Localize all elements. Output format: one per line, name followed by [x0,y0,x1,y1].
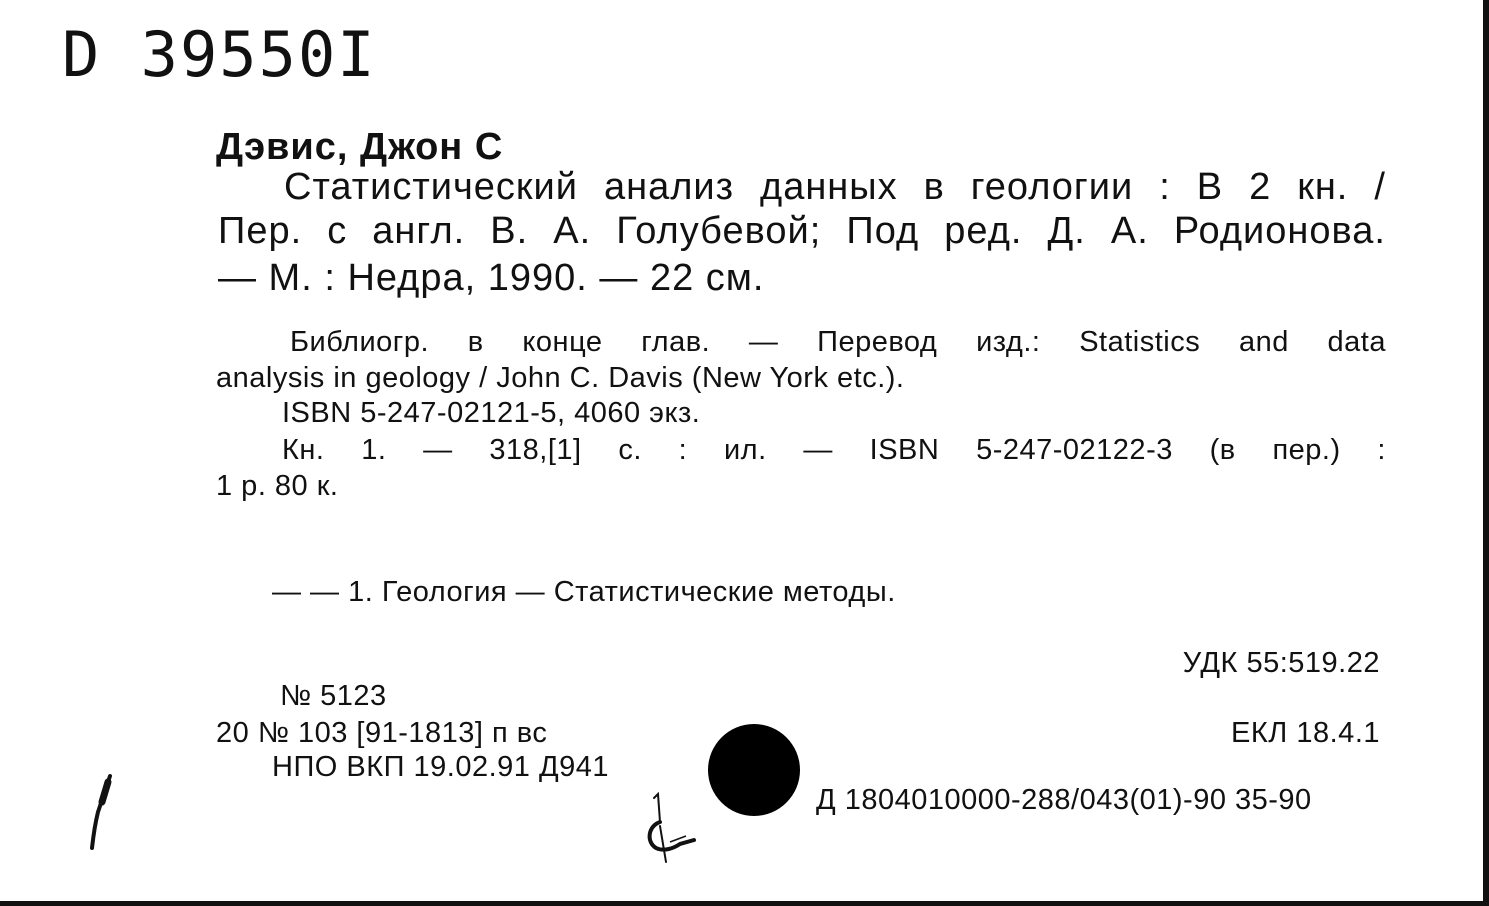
notes-line-1 [290,326,1386,359]
word: с. [618,434,642,466]
word: в [923,166,945,208]
pen-stroke-icon [84,772,124,852]
translator-line [218,210,1386,253]
word: Библиогр. [290,326,430,358]
punch-hole [708,724,800,816]
word: в [467,326,484,358]
word: кн. [1297,166,1349,208]
word: геологии [970,166,1134,208]
word: Родионова. [1173,210,1386,252]
word: 2 [1249,166,1272,208]
word: данных [760,166,898,208]
word: — [423,434,453,466]
word: глав. [641,326,711,358]
word: анализ [603,166,735,208]
isbn-line: ISBN 5-247-02121-5, 4060 экз. [282,397,701,429]
order-line: 20 № 103 [91-1813] п вс [216,717,548,749]
word: — [803,434,833,466]
subject-heading: — — 1. Геология — Статистические методы. [272,576,896,608]
word: : [678,434,688,466]
npo-line: НПО ВКП 19.02.91 Д941 [272,751,610,783]
word: Под [846,210,920,252]
title-line [284,166,1386,209]
word: ISBN [869,434,940,466]
word: с [327,210,348,252]
card-number: № 5123 [280,680,387,712]
word: Статистический [284,166,578,208]
word: англ. [372,210,466,252]
d-code: Д 1804010000-288/043(01)-90 35-90 [816,784,1312,816]
word: Кн. [282,434,325,466]
volume-line-2: 1 р. 80 к. [216,470,339,502]
word: ил. [723,434,767,466]
word: Пер. [218,210,303,252]
word: / [1374,166,1386,208]
word: ред. [944,210,1023,252]
word: Голубевой; [616,210,822,252]
udk-code: УДК 55:519.22 [1182,647,1380,679]
word: (в [1209,434,1236,466]
ekl-code: ЕКЛ 18.4.1 [1231,717,1380,749]
word: : [1159,166,1171,208]
word: Перевод [817,326,938,358]
word: В. [490,210,529,252]
word: пер.) [1272,434,1341,466]
author-heading: Дэвис, Джон С [216,126,504,168]
word: 1. [361,434,387,466]
word: А. [1110,210,1149,252]
word: : [1377,434,1386,466]
notes-line-2: analysis in geology / John C. Davis (New York etc.). [216,362,905,394]
word: конце [522,326,603,358]
volume-line-1 [282,434,1386,467]
word: изд.: [976,326,1041,358]
call-number: D 39550I [62,18,377,91]
word: Д. [1047,210,1086,252]
word: 318,[1] [489,434,582,466]
word: data [1327,326,1386,358]
publication-line: — М. : Недра, 1990. — 22 см. [218,257,765,299]
word: 5-247-02122-3 [976,434,1173,466]
word: В [1196,166,1224,208]
word: — [748,326,779,358]
word: А. [553,210,592,252]
word: and [1238,326,1289,358]
word: Statistics [1079,326,1201,358]
handwritten-initial-icon [640,792,700,864]
